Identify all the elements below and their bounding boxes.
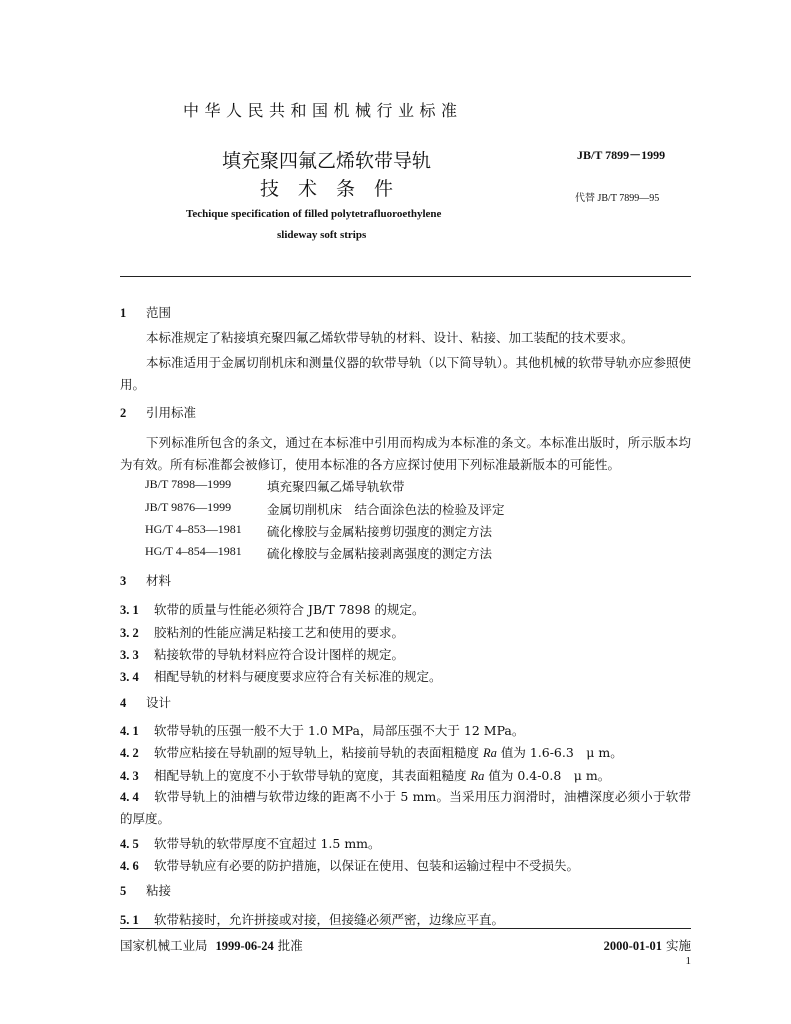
clause-text-b: 值为 1.6-6.3 μ m。	[496, 745, 623, 760]
clause-text: 软带粘接时，允许拼接或对接，但接缝必须严密，边缘应平直。	[154, 912, 505, 927]
standard-category: 中华人民共和国机械行业标准	[183, 101, 463, 120]
section-heading-1	[120, 303, 171, 321]
clause-item	[120, 721, 524, 739]
approver: 国家机械工业局	[120, 938, 208, 953]
clause-number: 3. 1	[120, 603, 139, 617]
section-title: 引用标准	[146, 405, 197, 420]
title-cn-line2: 技术条件	[260, 178, 413, 200]
clause-number: 4. 5	[120, 837, 139, 851]
clause-item	[120, 645, 404, 663]
section-number: 3	[120, 574, 127, 588]
clause-item	[120, 910, 504, 928]
clause-text-a: 相配导轨上的宽度不小于软带导轨的宽度，其表面粗糙度	[154, 768, 471, 783]
approve-date: 1999-06-24	[215, 939, 274, 953]
section-title: 设计	[146, 695, 172, 710]
clause-text: 软带导轨上的油槽与软带边缘的距离不小于 5 mm。当采用压力润滑时，油槽深度必须小于软带的厚度。	[120, 789, 691, 826]
title-en-line2: slideway soft strips	[277, 229, 367, 241]
paragraph: 下列标准所包含的条文，通过在本标准中引用而构成为本标准的条文。本标准出版时，所示版本均为有效。所有标准都会被修订，使用本标准的各方应探讨使用下列标准最新版本的可能性。	[120, 435, 691, 472]
implementation-info	[604, 936, 691, 954]
page-number: 1	[685, 955, 691, 967]
section-title: 材料	[146, 573, 172, 588]
clause-text: 软带导轨应有必要的防护措施，以保证在使用、包装和运输过程中不受损失。	[154, 858, 580, 873]
reference-code: JB/T 7898—1999	[145, 477, 232, 491]
section-heading-3	[120, 571, 171, 589]
title-en-line1: Techique specification of filled polytetrafluoroethylene	[186, 208, 442, 220]
clause-text: 软带导轨的软带厚度不宜超过 1.5 mm。	[154, 836, 381, 851]
clause-text: 粘接软带的导轨材料应符合设计图样的规定。	[154, 647, 405, 662]
section-heading-2	[120, 403, 196, 421]
section-heading-4	[120, 693, 171, 711]
section-number: 2	[120, 406, 127, 420]
clause-number: 4. 3	[120, 769, 139, 783]
approve-suffix: 批准	[277, 938, 303, 953]
clause-number: 5. 1	[120, 913, 139, 927]
standard-number: JB/T 7899－1999	[577, 148, 666, 162]
header-divider	[120, 276, 691, 277]
roughness-symbol: Ra	[482, 746, 497, 760]
reference-code: HG/T 4–854—1981	[145, 544, 242, 558]
approval-info	[120, 936, 303, 954]
reference-code: JB/T 9876—1999	[145, 500, 232, 514]
clause-item	[120, 667, 442, 685]
section-heading-5	[120, 881, 171, 899]
clause-number: 3. 4	[120, 670, 139, 684]
section-title: 范围	[146, 305, 172, 320]
reference-title: 硫化橡胶与金属粘接剥离强度的测定方法	[267, 546, 493, 561]
section-number: 4	[120, 696, 127, 710]
clause-text-a: 软带应粘接在导轨副的短导轨上，粘接前导轨的表面粗糙度	[154, 745, 483, 760]
paragraph: 本标准规定了粘接填充聚四氟乙烯软带导轨的材料、设计、粘接、加工装配的技术要求。	[146, 330, 634, 345]
clause-text-b: 值为 0.4-0.8 μ m。	[484, 768, 611, 783]
reference-title: 金属切削机床 结合面涂色法的检验及评定	[267, 502, 505, 517]
clause-item	[120, 786, 691, 830]
paragraph: 本标准适用于金属切削机床和测量仪器的软带导轨（以下简导轨）。其他机械的软带导轨亦应参照使用。	[120, 355, 691, 392]
clause-number: 4. 2	[120, 746, 139, 760]
clause-item	[120, 766, 610, 784]
reference-title: 填充聚四氟乙烯导轨软带	[267, 479, 405, 494]
clause-number: 4. 6	[120, 859, 139, 873]
clause-item	[120, 623, 404, 641]
clause-item	[120, 856, 579, 874]
clause-number: 3. 3	[120, 648, 139, 662]
clause-text: 胶粘剂的性能应满足粘接工艺和使用的要求。	[154, 625, 405, 640]
clause-item	[120, 834, 381, 852]
clause-item	[120, 600, 424, 618]
title-cn-line1: 填充聚四氟乙烯软带导轨	[222, 150, 432, 172]
clause-number: 3. 2	[120, 626, 139, 640]
roughness-symbol: Ra	[470, 769, 485, 783]
implementation-suffix: 实施	[665, 938, 691, 953]
section-title: 粘接	[146, 883, 172, 898]
section-number: 1	[120, 306, 127, 320]
clause-text: 相配导轨的材料与硬度要求应符合有关标准的规定。	[154, 669, 442, 684]
section-number: 5	[120, 884, 127, 898]
clause-item	[120, 743, 623, 761]
implementation-date: 2000-01-01	[603, 939, 662, 953]
clause-number: 4. 4	[120, 790, 139, 804]
clause-number: 4. 1	[120, 724, 139, 738]
reference-code: HG/T 4–853—1981	[145, 522, 242, 536]
clause-text: 软带导轨的压强一般不大于 1.0 MPa，局部压强不大于 12 MPa。	[154, 723, 525, 738]
replaces-standard: 代替 JB/T 7899—95	[575, 193, 660, 204]
reference-title: 硫化橡胶与金属粘接剪切强度的测定方法	[267, 524, 493, 539]
footer-divider	[120, 928, 691, 929]
clause-text: 软带的质量与性能必须符合 JB/T 7898 的规定。	[154, 602, 425, 617]
